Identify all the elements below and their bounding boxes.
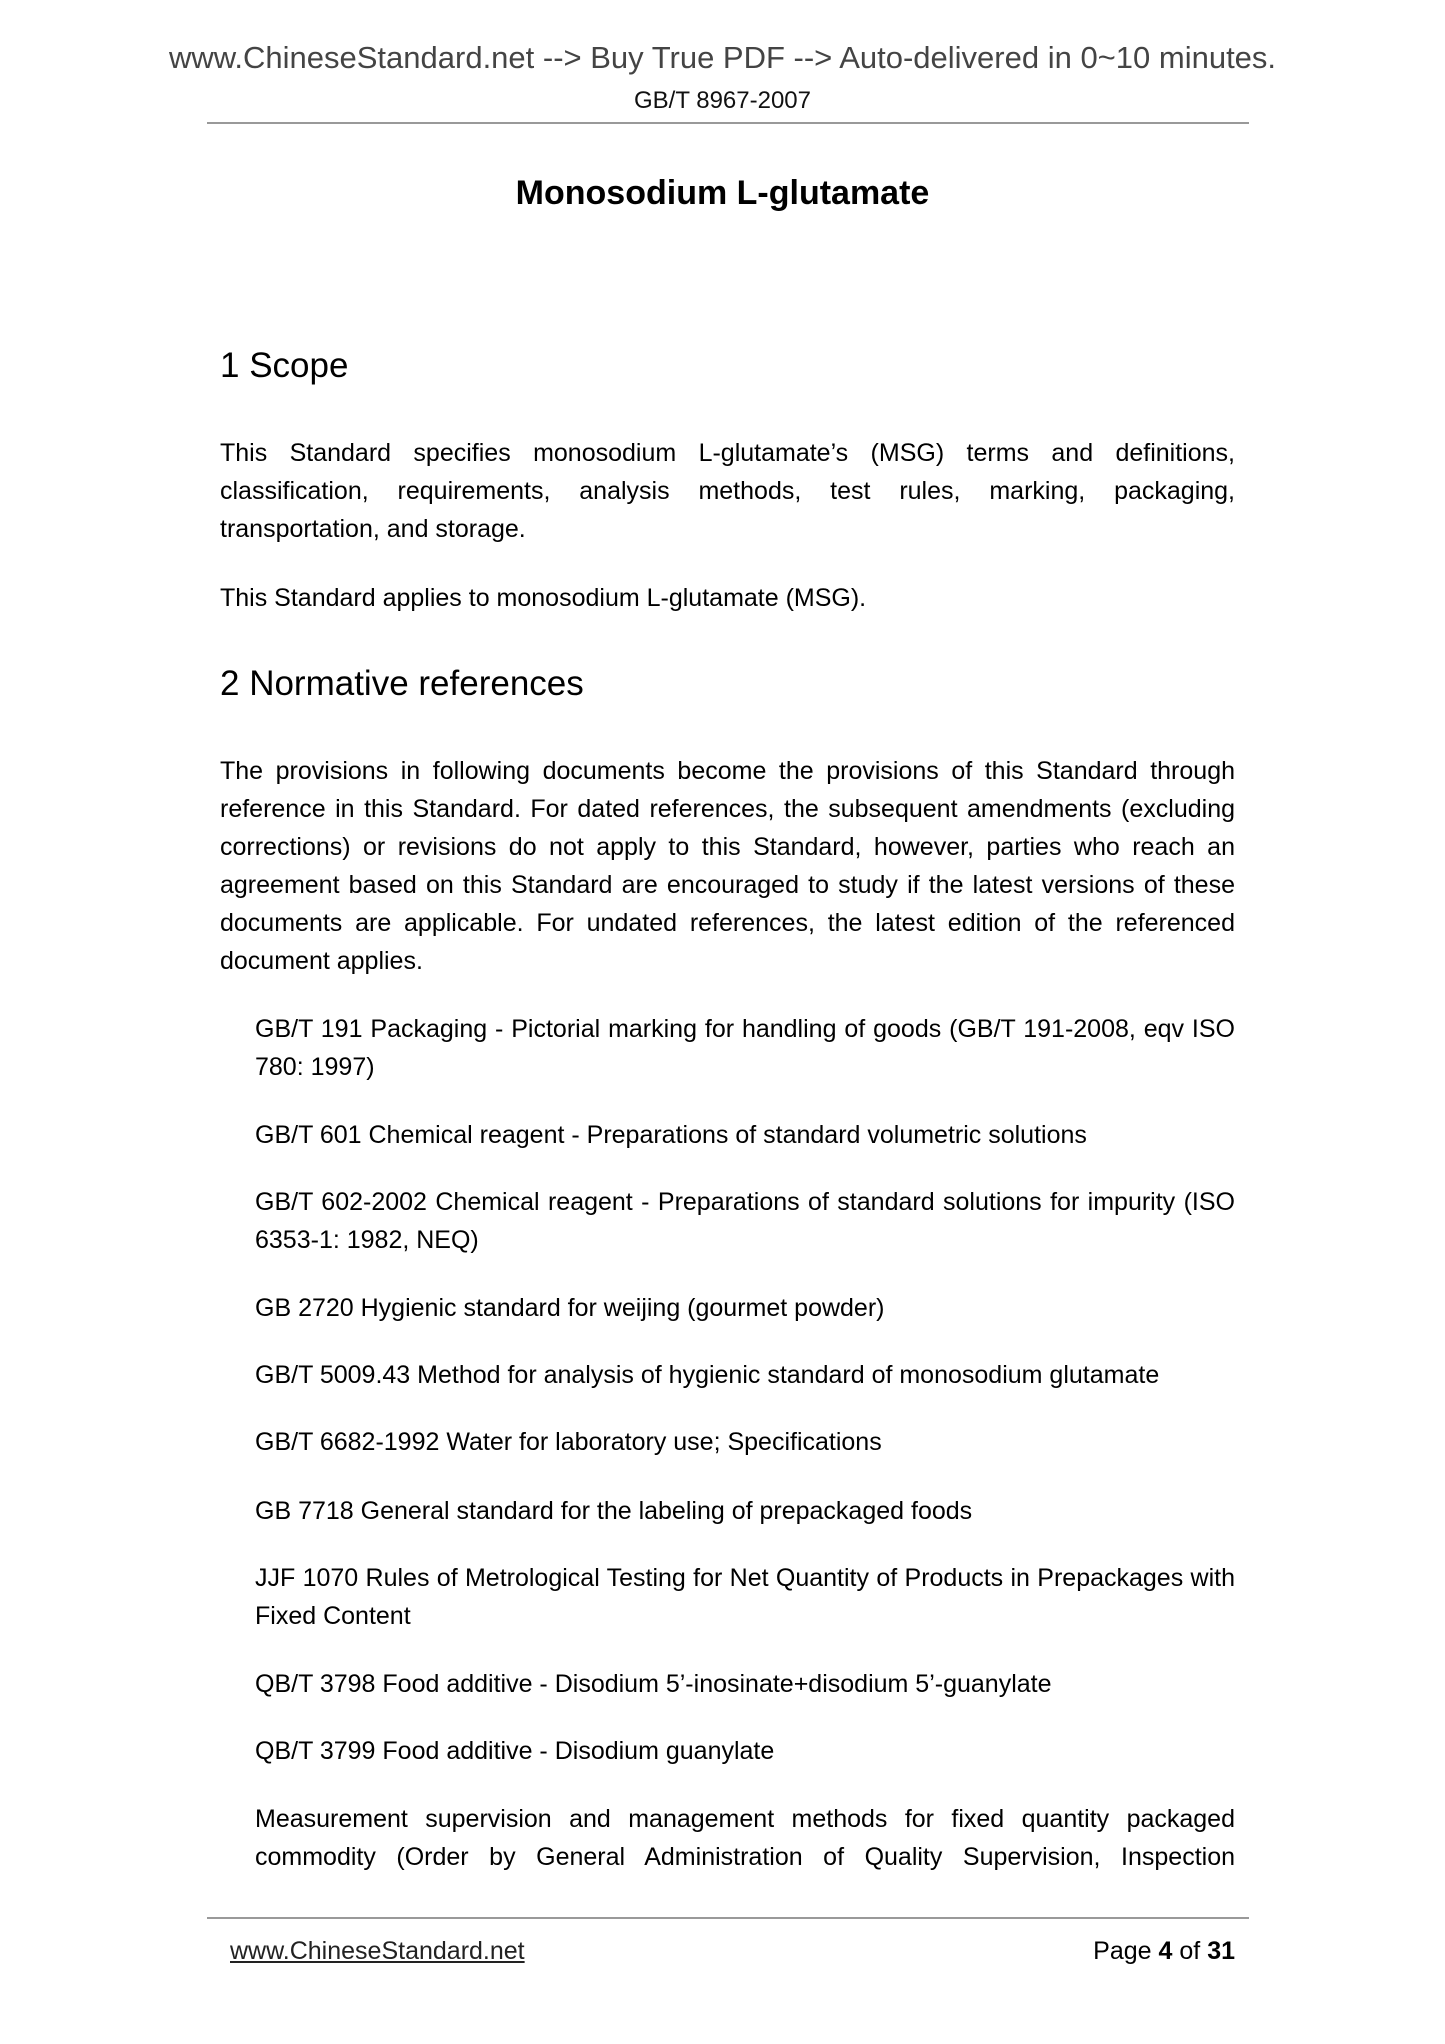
reference-item: GB/T 5009.43 Method for analysis of hygienic standard of monosodium glutamate [255, 1361, 1160, 1389]
section-heading-scope: 1 Scope [220, 346, 349, 385]
reference-item: GB/T 6682-1992 Water for laboratory use; Specifications [255, 1428, 882, 1456]
reference-item: JJF 1070 Rules of Metrological Testing for Net Quantity of Products in Prepackages with Fixed Content [255, 1564, 1235, 1630]
footer-website-link[interactable]: www.ChineseStandard.net [230, 1937, 525, 1965]
document-title: Monosodium L-glutamate [515, 174, 930, 212]
reference-item: QB/T 3798 Food additive - Disodium 5’-inosinate+disodium 5’-guanylate [255, 1670, 1052, 1698]
section-heading-normative-references: 2 Normative references [220, 664, 584, 703]
paragraph: This Standard specifies monosodium L-glutamate’s (MSG) terms and definitions, classification, requirements, analysis methods, test rules, marking, packaging, transportation, and storage. [220, 439, 1235, 543]
reference-item: GB 7718 General standard for the labeling of prepackaged foods [255, 1497, 973, 1525]
paragraph: This Standard applies to monosodium L-glutamate (MSG). [220, 584, 867, 612]
page-total: 31 [1207, 1937, 1235, 1965]
footer-divider [207, 1917, 1249, 1919]
reference-item: GB/T 191 Packaging - Pictorial marking for handling of goods (GB/T 191-2008, eqv ISO 780: 1997) [255, 1015, 1235, 1081]
page-prefix: Page [1093, 1937, 1152, 1965]
standard-id: GB/T 8967-2007 [633, 87, 811, 114]
page-of: of [1179, 1937, 1201, 1965]
page-current: 4 [1158, 1937, 1173, 1965]
header-banner: www.ChineseStandard.net --> Buy True PDF --> Auto-delivered in 0~10 minutes. [168, 40, 1277, 75]
header-divider [207, 122, 1249, 124]
paragraph: The provisions in following documents become the provisions of this Standard through reference in this Standard. For dated references, the subsequent amendments (excluding corrections) or revisions do not apply to this Standard, however, parties who reach an agreement based on this Standard are encouraged to study if the latest versions of these documents are applicable. For undated references, the latest edition of the referenced document applies. [220, 757, 1235, 975]
reference-item: Measurement supervision and management methods for fixed quantity packaged commodity (Order by General Administration of Quality Supervision, Inspection [255, 1805, 1235, 1871]
reference-item: QB/T 3799 Food additive - Disodium guanylate [255, 1737, 775, 1765]
reference-item: GB/T 602-2002 Chemical reagent - Preparations of standard solutions for impurity (ISO 6353-1: 1982, NEQ) [255, 1188, 1235, 1254]
page-number [1093, 1937, 1235, 1966]
reference-item: GB/T 601 Chemical reagent - Preparations of standard volumetric solutions [255, 1121, 1087, 1149]
reference-item: GB 2720 Hygienic standard for weijing (gourmet powder) [255, 1294, 885, 1322]
